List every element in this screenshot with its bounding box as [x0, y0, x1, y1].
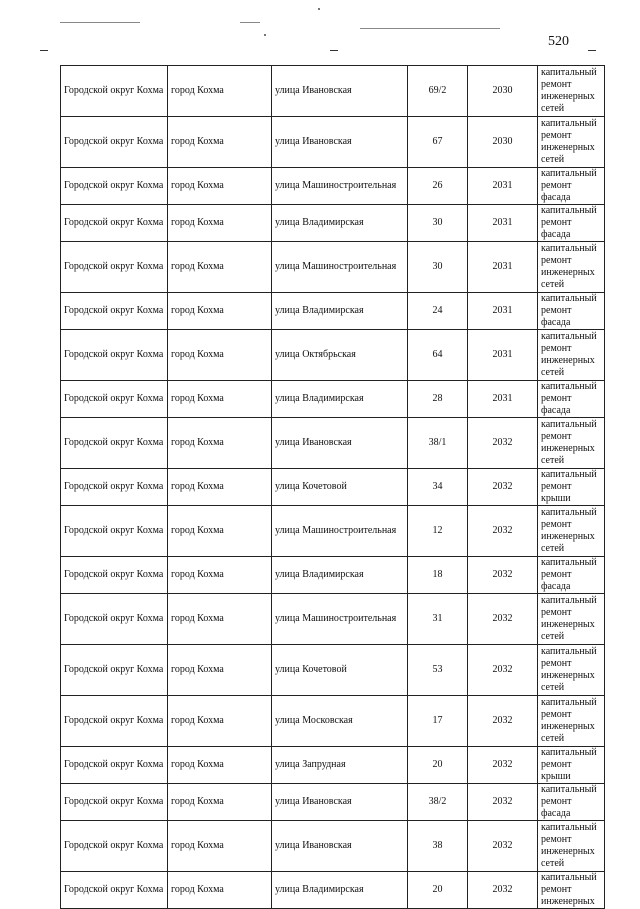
- year-cell: 2032: [468, 784, 538, 821]
- work-type-cell: капитальный ремонт инженерных сетей: [538, 117, 605, 168]
- house-number-cell: 17: [408, 696, 468, 747]
- table-row: [61, 117, 605, 168]
- district-cell: Городской округ Кохма: [61, 594, 168, 645]
- scan-artifact-dot: [318, 8, 320, 10]
- house-number-cell: 69/2: [408, 66, 468, 117]
- table-row: [61, 293, 605, 330]
- district-cell: Городской округ Кохма: [61, 293, 168, 330]
- district-cell: Городской округ Кохма: [61, 557, 168, 594]
- house-number-cell: 26: [408, 168, 468, 205]
- city-cell: город Кохма: [168, 696, 272, 747]
- work-type-cell: капитальный ремонт крыши: [538, 469, 605, 506]
- house-number-cell: 20: [408, 747, 468, 784]
- city-cell: город Кохма: [168, 506, 272, 557]
- city-cell: город Кохма: [168, 469, 272, 506]
- year-cell: 2032: [468, 872, 538, 909]
- house-number-cell: 24: [408, 293, 468, 330]
- city-cell: город Кохма: [168, 418, 272, 469]
- house-number-cell: 64: [408, 330, 468, 381]
- district-cell: Городской округ Кохма: [61, 66, 168, 117]
- street-cell: улица Машиностроительная: [272, 168, 408, 205]
- table-body: [61, 66, 605, 909]
- city-cell: город Кохма: [168, 747, 272, 784]
- year-cell: 2031: [468, 381, 538, 418]
- scan-artifact-line: [360, 28, 500, 29]
- street-cell: улица Октябрьская: [272, 330, 408, 381]
- street-cell: улица Машиностроительная: [272, 242, 408, 293]
- work-type-cell: капитальный ремонт инженерных сетей: [538, 645, 605, 696]
- year-cell: 2032: [468, 469, 538, 506]
- city-cell: город Кохма: [168, 645, 272, 696]
- table-row: [61, 645, 605, 696]
- house-number-cell: 30: [408, 242, 468, 293]
- table-row: [61, 205, 605, 242]
- city-cell: город Кохма: [168, 784, 272, 821]
- district-cell: Городской округ Кохма: [61, 117, 168, 168]
- house-number-cell: 53: [408, 645, 468, 696]
- work-type-cell: капитальный ремонт инженерных сетей: [538, 506, 605, 557]
- year-cell: 2032: [468, 696, 538, 747]
- street-cell: улица Ивановская: [272, 117, 408, 168]
- district-cell: Городской округ Кохма: [61, 747, 168, 784]
- table-row: [61, 168, 605, 205]
- work-type-cell: капитальный ремонт фасада: [538, 205, 605, 242]
- table-row: [61, 330, 605, 381]
- city-cell: город Кохма: [168, 381, 272, 418]
- street-cell: улица Владимирская: [272, 872, 408, 909]
- house-number-cell: 34: [408, 469, 468, 506]
- table-row: [61, 784, 605, 821]
- street-cell: улица Запрудная: [272, 747, 408, 784]
- district-cell: Городской округ Кохма: [61, 242, 168, 293]
- street-cell: улица Ивановская: [272, 784, 408, 821]
- district-cell: Городской округ Кохма: [61, 469, 168, 506]
- street-cell: улица Машиностроительная: [272, 506, 408, 557]
- table-row: [61, 821, 605, 872]
- district-cell: Городской округ Кохма: [61, 696, 168, 747]
- year-cell: 2032: [468, 747, 538, 784]
- scan-artifact-line: [330, 50, 338, 51]
- table-row: [61, 506, 605, 557]
- house-number-cell: 18: [408, 557, 468, 594]
- district-cell: Городской округ Кохма: [61, 784, 168, 821]
- district-cell: Городской округ Кохма: [61, 330, 168, 381]
- house-number-cell: 28: [408, 381, 468, 418]
- city-cell: город Кохма: [168, 330, 272, 381]
- year-cell: 2032: [468, 557, 538, 594]
- scan-artifact-line: [588, 50, 596, 51]
- year-cell: 2031: [468, 168, 538, 205]
- city-cell: город Кохма: [168, 168, 272, 205]
- work-type-cell: капитальный ремонт крыши: [538, 747, 605, 784]
- city-cell: город Кохма: [168, 205, 272, 242]
- city-cell: город Кохма: [168, 872, 272, 909]
- city-cell: город Кохма: [168, 66, 272, 117]
- work-type-cell: капитальный ремонт инженерных сетей: [538, 696, 605, 747]
- district-cell: Городской округ Кохма: [61, 872, 168, 909]
- work-type-cell: капитальный ремонт инженерных сетей: [538, 821, 605, 872]
- work-type-cell: капитальный ремонт инженерных сетей: [538, 330, 605, 381]
- work-type-cell: капитальный ремонт фасада: [538, 557, 605, 594]
- house-number-cell: 38/1: [408, 418, 468, 469]
- work-type-cell: капитальный ремонт инженерных: [538, 872, 605, 909]
- year-cell: 2031: [468, 205, 538, 242]
- house-number-cell: 20: [408, 872, 468, 909]
- house-number-cell: 31: [408, 594, 468, 645]
- scan-artifact-line: [60, 22, 140, 23]
- district-cell: Городской округ Кохма: [61, 381, 168, 418]
- district-cell: Городской округ Кохма: [61, 168, 168, 205]
- district-cell: Городской округ Кохма: [61, 506, 168, 557]
- work-type-cell: капитальный ремонт фасада: [538, 784, 605, 821]
- table-row: [61, 594, 605, 645]
- year-cell: 2032: [468, 594, 538, 645]
- table-row: [61, 747, 605, 784]
- city-cell: город Кохма: [168, 821, 272, 872]
- table-row: [61, 418, 605, 469]
- table-row: [61, 557, 605, 594]
- street-cell: улица Ивановская: [272, 821, 408, 872]
- year-cell: 2030: [468, 66, 538, 117]
- district-cell: Городской округ Кохма: [61, 205, 168, 242]
- scan-artifact-dot: [264, 34, 266, 36]
- year-cell: 2031: [468, 293, 538, 330]
- work-type-cell: капитальный ремонт фасада: [538, 381, 605, 418]
- street-cell: улица Владимирская: [272, 205, 408, 242]
- house-number-cell: 38/2: [408, 784, 468, 821]
- house-number-cell: 12: [408, 506, 468, 557]
- table-row: [61, 696, 605, 747]
- street-cell: улица Владимирская: [272, 293, 408, 330]
- house-number-cell: 67: [408, 117, 468, 168]
- table-row: [61, 242, 605, 293]
- house-number-cell: 38: [408, 821, 468, 872]
- work-type-cell: капитальный ремонт фасада: [538, 293, 605, 330]
- year-cell: 2032: [468, 418, 538, 469]
- district-cell: Городской округ Кохма: [61, 418, 168, 469]
- scan-artifact-line: [40, 50, 48, 51]
- work-type-cell: капитальный ремонт инженерных сетей: [538, 594, 605, 645]
- table-row: [61, 469, 605, 506]
- housing-repair-table: [60, 65, 605, 909]
- work-type-cell: капитальный ремонт инженерных сетей: [538, 66, 605, 117]
- table-row: [61, 66, 605, 117]
- year-cell: 2032: [468, 506, 538, 557]
- street-cell: улица Владимирская: [272, 557, 408, 594]
- city-cell: город Кохма: [168, 557, 272, 594]
- district-cell: Городской округ Кохма: [61, 645, 168, 696]
- street-cell: улица Кочетовой: [272, 645, 408, 696]
- street-cell: улица Машиностроительная: [272, 594, 408, 645]
- table-row: [61, 381, 605, 418]
- city-cell: город Кохма: [168, 117, 272, 168]
- page-number: 520: [548, 34, 569, 49]
- street-cell: улица Ивановская: [272, 66, 408, 117]
- scan-artifact-line: [240, 22, 260, 23]
- year-cell: 2031: [468, 330, 538, 381]
- district-cell: Городской округ Кохма: [61, 821, 168, 872]
- year-cell: 2031: [468, 242, 538, 293]
- year-cell: 2032: [468, 645, 538, 696]
- table-row: [61, 872, 605, 909]
- year-cell: 2030: [468, 117, 538, 168]
- house-number-cell: 30: [408, 205, 468, 242]
- street-cell: улица Владимирская: [272, 381, 408, 418]
- work-type-cell: капитальный ремонт инженерных сетей: [538, 242, 605, 293]
- street-cell: улица Московская: [272, 696, 408, 747]
- city-cell: город Кохма: [168, 242, 272, 293]
- city-cell: город Кохма: [168, 594, 272, 645]
- work-type-cell: капитальный ремонт фасада: [538, 168, 605, 205]
- street-cell: улица Ивановская: [272, 418, 408, 469]
- year-cell: 2032: [468, 821, 538, 872]
- city-cell: город Кохма: [168, 293, 272, 330]
- street-cell: улица Кочетовой: [272, 469, 408, 506]
- work-type-cell: капитальный ремонт инженерных сетей: [538, 418, 605, 469]
